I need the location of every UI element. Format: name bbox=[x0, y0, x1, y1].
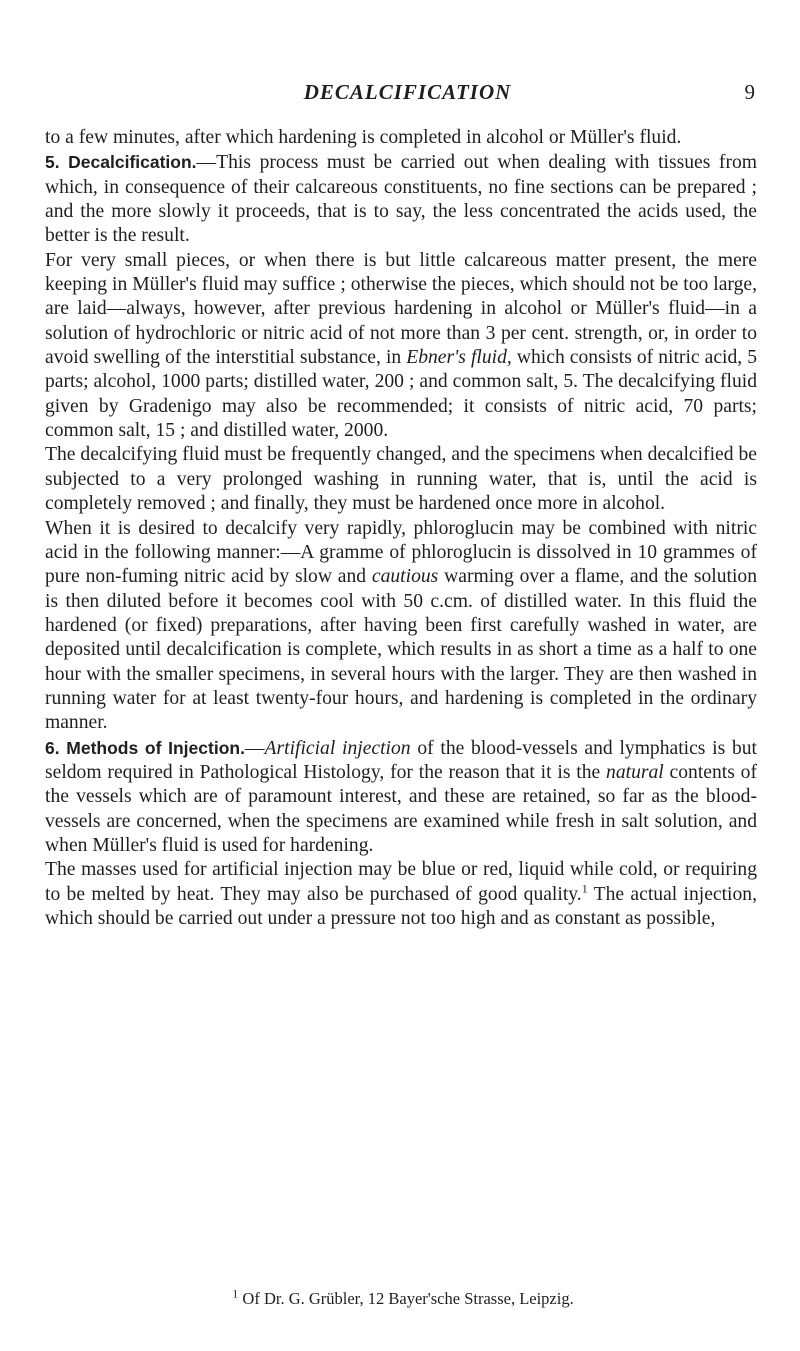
footnote-text: Of Dr. G. Grübler, 12 Bayer'sche Strasse, Leipzig. bbox=[238, 1289, 574, 1308]
paragraph-text: contents of the vessels which are of paramount interest, and these are retained, so far as the blood-vessels are concerned, when the specimens are examined while fresh in salt solution, and when Müller's fluid is used for hardening. bbox=[45, 761, 757, 856]
section-heading-injection: 6. Methods of Injection. bbox=[45, 737, 245, 758]
paragraph-text: of the blood-vessels and lymphatics is but seldom required in Pathological Histology, for the reason that it is the bbox=[45, 737, 758, 783]
running-head: DECALCIFICATION bbox=[303, 80, 512, 104]
emphasis-cautious: cautious bbox=[371, 566, 439, 588]
paragraph-text: which consists of nitric acid, 5 parts; alcohol, 1000 parts; distilled water, 200 ; and common salt, 5. The decalcifying fluid given by Gradenigo may also be recommended; it consists of nitric acid, 70 parts; common salt, 15 ; and distilled water, 2000. bbox=[45, 347, 757, 442]
paragraph-injection-masses bbox=[45, 858, 757, 931]
paragraph-changing-fluid bbox=[45, 443, 757, 516]
paragraph-decalcification bbox=[45, 150, 757, 248]
emphasis-ebners-fluid: Ebner's fluid, bbox=[406, 347, 512, 369]
paragraph-small-pieces bbox=[45, 249, 757, 444]
footnote bbox=[48, 1288, 758, 1310]
paragraph-text: —This process must be carried out when dealing with tissues from which, in consequence of their calcareous constituents, no fine sections can be prepared ; and the more slowly it proceeds, that is to say, the less concentrated the acids used, the better is the result. bbox=[45, 152, 758, 247]
paragraph-text: The masses used for artificial injection may be blue or red, liquid while cold, or requiring to be melted by heat. They may also be purchased of good quality. bbox=[45, 859, 757, 905]
paragraph-text: When it is desired to decalcify very rapidly, phloroglucin may be combined with nitric acid in the following manner:—A gramme of phloroglucin is dissolved in 10 grammes of pure non-fuming nitric acid by slow and bbox=[45, 517, 757, 588]
paragraph-text: The actual injection, which should be carried out under a pressure not too high and as constant as possible, bbox=[45, 883, 757, 929]
footnote-reference: 1 bbox=[581, 881, 588, 896]
dash: — bbox=[244, 737, 265, 759]
footnote-marker: 1 bbox=[232, 1286, 239, 1301]
emphasis-natural: natural bbox=[606, 761, 664, 783]
page-header bbox=[60, 80, 755, 110]
paragraph-continuation bbox=[45, 126, 757, 150]
body-text bbox=[45, 126, 757, 931]
paragraph-text: The decalcifying fluid must be frequently changed, and the specimens when decalcified be subjected to a very prolonged washing in running water, that is, until the acid is completely removed ; and finally, they must be hardened once more in alcohol. bbox=[45, 444, 757, 515]
emphasis-artificial-injection: Artificial injection bbox=[264, 737, 411, 759]
page-number: 9 bbox=[744, 80, 755, 104]
section-heading-decalcification: 5. Decalcification. bbox=[45, 152, 197, 173]
paragraph-text: to a few minutes, after which hardening is completed in alcohol or Müller's fluid. bbox=[45, 127, 682, 148]
paragraph-text: warming over a flame, and the solution is then diluted before it becomes cool with 50 c.cm. of distilled water. In this fluid the hardened (or fixed) preparations, after having been first carefully washed in water, are deposited until decalcification is complete, which results in as short a time as a half to one hour with the smaller specimens, in several hours with the larger. They are then washed in running water for at least twenty-four hours, and hardening is completed in the ordinary manner. bbox=[45, 566, 757, 734]
paragraph-injection bbox=[45, 736, 757, 859]
paragraph-phloroglucin bbox=[45, 517, 757, 736]
paragraph-text: For very small pieces, or when there is but little calcareous matter present, the mere keeping in Müller's fluid may suffice ; otherwise the pieces, which should not be too large, are laid—always, however, after previous hardening in alcohol or Müller's fluid—in a solution of hydrochloric or nitric acid of not more than 3 per cent. strength, or, in order to avoid swelling of the interstitial substance, in bbox=[45, 249, 757, 369]
